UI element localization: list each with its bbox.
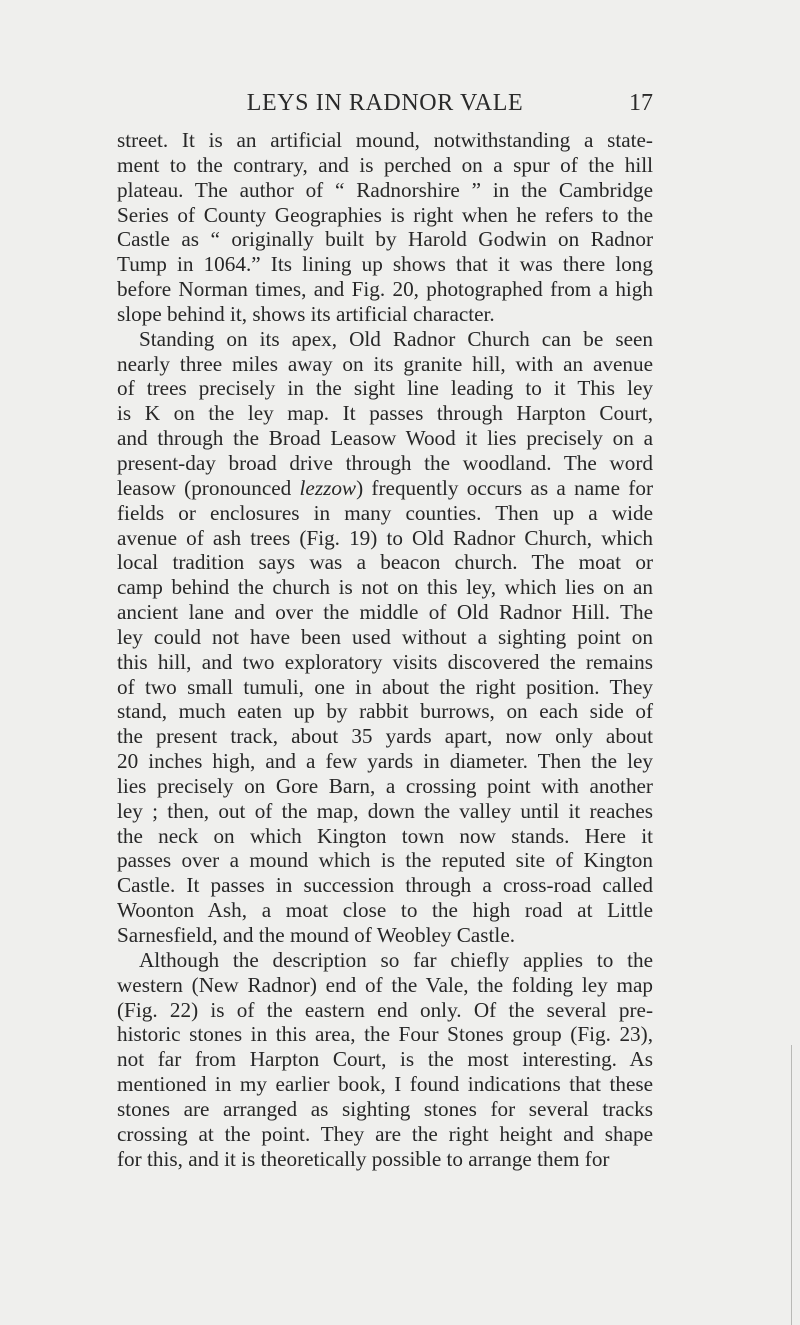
text-line: present-day broad drive through the woodland. The word: [117, 450, 653, 475]
text-line: Standing on its apex, Old Radnor Church can be seen: [139, 326, 653, 351]
text-line: ley could not have been used without a sighting point on: [117, 624, 653, 649]
text-line: ley ; then, out of the map, down the valley until it reaches: [117, 798, 653, 823]
text-line: plateau. The author of “ Radnorshire ” in the Cambridge: [117, 177, 653, 202]
text-line: Although the description so far chiefly applies to the: [139, 947, 653, 972]
text-line: Castle as “ originally built by Harold Godwin on Radnor: [117, 227, 653, 252]
text-line: fields or enclosures in many counties. Then up a wide: [117, 500, 653, 525]
text-line: street. It is an artificial mound, notwithstanding a state-: [117, 128, 653, 152]
text-line: stand, much eaten up by rabbit burrows, on each side of: [117, 699, 653, 724]
text-line: (Fig. 22) is of the eastern end only. Of the several pre-: [117, 997, 653, 1022]
page-number: 17: [629, 90, 653, 116]
text-line: not far from Harpton Court, is the most interesting. As: [117, 1047, 653, 1072]
paragraph: [117, 948, 653, 1172]
text-line: leasow (pronounced lezzow) frequently occurs as a name for: [117, 475, 653, 500]
text-line: before Norman times, and Fig. 20, photographed from a high: [117, 277, 653, 302]
text-line: western (New Radnor) end of the Vale, the folding ley map: [117, 972, 653, 997]
text-line: local tradition says was a beacon church. The moat or: [117, 550, 653, 575]
text-line: stones are arranged as sighting stones for several tracks: [117, 1096, 653, 1121]
paragraph: [117, 327, 653, 948]
text-line: Series of County Geographies is right when he refers to the: [117, 202, 653, 227]
running-head: LEYS IN RADNOR VALE: [246, 90, 524, 116]
text-line: avenue of ash trees (Fig. 19) to Old Radnor Church, which: [117, 525, 653, 550]
text-line: ancient lane and over the middle of Old Radnor Hill. The: [117, 600, 653, 625]
text-line: slope behind it, shows its artificial character.: [117, 301, 495, 326]
text-line: the neck on which Kington town now stands. Here it: [117, 823, 653, 848]
text-line: Woonton Ash, a moat close to the high road at Little: [117, 898, 653, 923]
text-line: Sarnesfield, and the mound of Weobley Castle.: [117, 923, 516, 947]
text-line: this hill, and two exploratory visits discovered the remains: [117, 649, 653, 674]
text-line: Castle. It passes in succession through a cross-road called: [117, 873, 653, 898]
text-line: 20 inches high, and a few yards in diameter. Then the ley: [117, 749, 653, 774]
text-line: mentioned in my earlier book, I found indications that these: [117, 1072, 653, 1097]
text-line: historic stones in this area, the Four Stones group (Fig. 23),: [117, 1022, 653, 1047]
body-text: [117, 128, 653, 1171]
text-line: the present track, about 35 yards apart, now only about: [117, 724, 653, 749]
text-line: ment to the contrary, and is perched on a spur of the hill: [117, 152, 653, 177]
paragraph: [117, 128, 653, 327]
text-line: camp behind the church is not on this ley, which lies on an: [117, 575, 653, 600]
page-header: [117, 88, 653, 118]
text-line: passes over a mound which is the reputed site of Kington: [117, 848, 653, 873]
text-line: of trees precisely in the sight line leading to it This ley: [117, 376, 653, 401]
text-line: Tump in 1064.” Its lining up shows that it was there long: [117, 252, 653, 277]
scan-edge-line: [791, 1045, 792, 1325]
text-line: of two small tumuli, one in about the right position. They: [117, 674, 653, 699]
text-line: for this, and it is theoretically possible to arrange them for: [117, 1146, 610, 1171]
text-line: crossing at the point. They are the right height and shape: [117, 1121, 653, 1146]
text-line: is K on the ley map. It passes through Harpton Court,: [117, 401, 653, 426]
text-line: and through the Broad Leasow Wood it lies precisely on a: [117, 426, 653, 451]
text-line: lies precisely on Gore Barn, a crossing point with another: [117, 773, 653, 798]
text-line: nearly three miles away on its granite hill, with an avenue: [117, 351, 653, 376]
